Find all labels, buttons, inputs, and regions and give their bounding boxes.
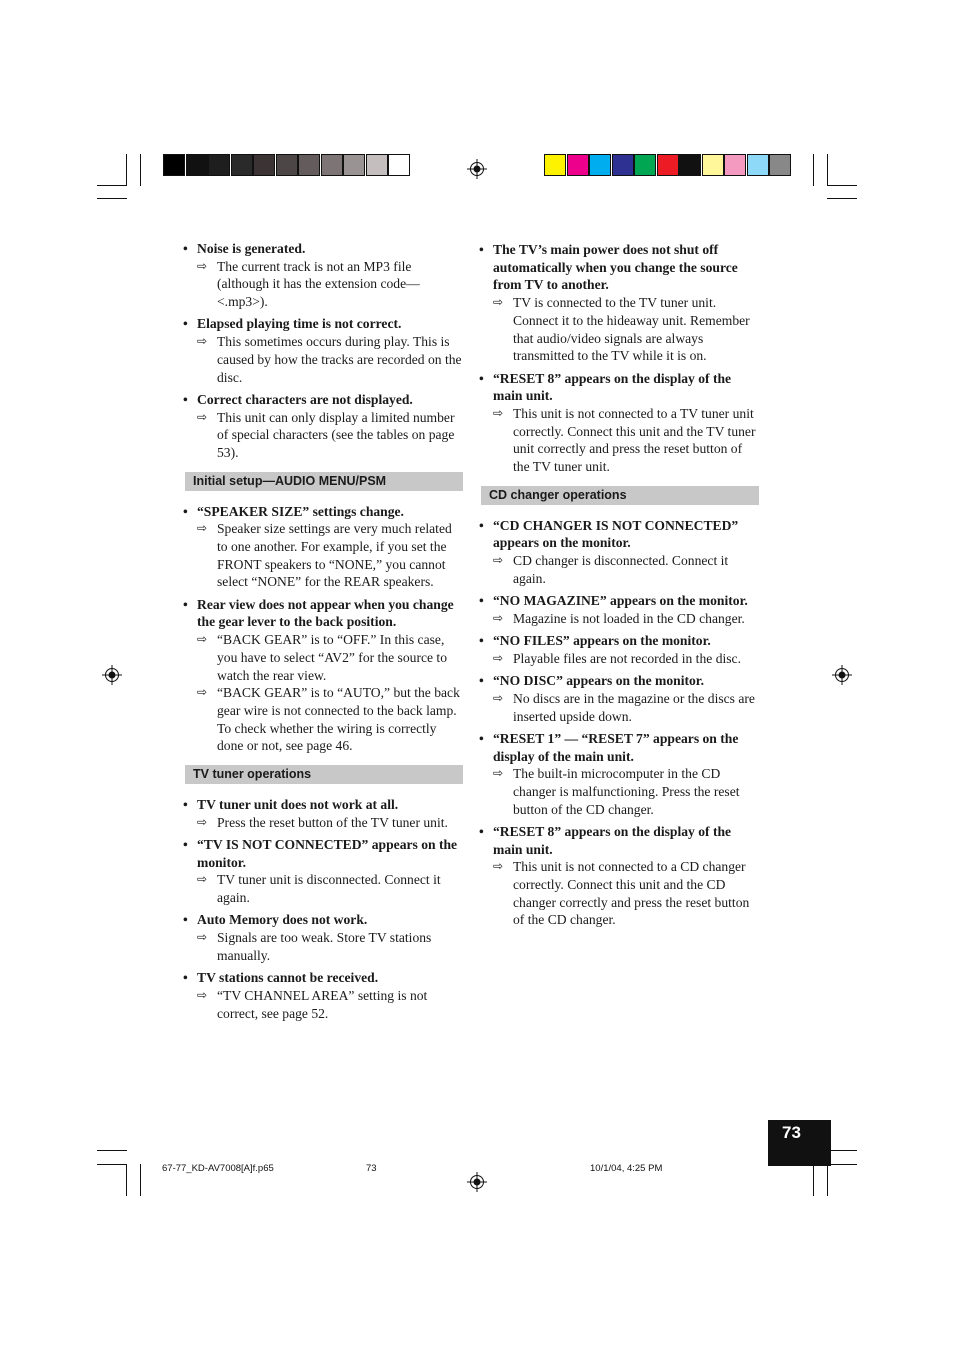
remedy-text: This unit is not connected to a CD changer correctly. Connect this unit and the CD changer correctly and press the reset button of the CD changer. [513,859,750,928]
symptom-heading: Rear view does not appear when you change the gear lever to the back position. [197,596,454,630]
section-heading: TV tuner operations [185,765,463,784]
troubleshooting-item [181,969,463,1022]
color-swatch [769,154,791,176]
arrow-right-icon: ⇨ [493,405,504,420]
remedy [493,552,759,587]
bullet-icon: • [183,970,188,986]
remedy [493,690,759,725]
remedy [197,520,463,591]
remedy [493,294,759,365]
symptom-heading: Auto Memory does not work. [197,912,368,928]
color-swatch [231,154,253,176]
color-swatch [298,154,320,176]
footer-date: 10/1/04, 4:25 PM [590,1163,663,1174]
bullet-icon: • [479,673,484,689]
arrow-right-icon: ⇨ [197,409,208,424]
color-swatch [208,154,230,176]
footer-filename: 67-77_KD-AV7008[A]f.p65 [162,1163,274,1174]
bullet-icon: • [183,912,188,928]
troubleshooting-list [181,796,463,1022]
remedy [197,258,463,311]
remedy-text: The built-in microcomputer in the CD changer is malfunctioning. Press the reset button of the CD changer. [513,766,740,817]
remedy [197,929,463,964]
troubleshooting-list [477,241,759,476]
remedy [197,631,463,684]
registration-mark-icon [467,159,487,179]
symptom-heading: “SPEAKER SIZE” settings change. [197,503,404,519]
color-swatch [343,154,365,176]
registration-mark-icon [832,665,852,685]
color-swatch [276,154,298,176]
troubleshooting-item [181,391,463,462]
arrow-right-icon: ⇨ [197,872,208,887]
symptom-heading: “TV IS NOT CONNECTED” appears on the monitor. [197,837,458,870]
symptom-heading: “CD CHANGER IS NOT CONNECTED” appears on the monitor. [493,517,739,551]
color-swatch [253,154,275,176]
remedy-text: Magazine is not loaded in the CD changer. [513,610,745,626]
color-swatch [321,154,343,176]
troubleshooting-item [181,240,463,311]
color-swatch [612,154,634,176]
troubleshooting-item [181,596,463,755]
symptom-heading: TV stations cannot be received. [197,970,379,986]
troubleshooting-item [477,672,759,725]
bullet-icon: • [479,593,484,609]
bullet-icon: • [479,633,484,649]
color-swatch [186,154,208,176]
remedy-text: Press the reset button of the TV tuner unit. [217,814,448,830]
arrow-right-icon: ⇨ [493,610,504,625]
arrow-right-icon: ⇨ [197,632,208,647]
arrow-right-icon: ⇨ [493,295,504,310]
troubleshooting-list [181,503,463,755]
remedy-text: “BACK GEAR” is to “OFF.” In this case, you have to select “AV2” for the source to watch the rear view. [217,632,448,683]
arrow-right-icon: ⇨ [493,859,504,874]
bullet-icon: • [183,837,188,853]
troubleshooting-item [477,823,759,929]
bullet-icon: • [183,316,188,332]
arrow-right-icon: ⇨ [197,930,208,945]
color-swatch [724,154,746,176]
arrow-right-icon: ⇨ [197,334,208,349]
symptom-heading: “RESET 8” appears on the display of the main unit. [493,370,732,404]
troubleshooting-item [181,796,463,831]
color-swatch [702,154,724,176]
arrow-right-icon: ⇨ [197,987,208,1002]
remedy [197,409,463,462]
remedy-text: This unit can only display a limited number of special characters (see the tables on page 53). [217,409,455,460]
symptom-heading: “NO DISC” appears on the monitor. [493,673,704,689]
remedy-text: The current track is not an MP3 file (although it has the extension code—<.mp3>). [217,258,420,310]
remedy-text: This sometimes occurs during play. This is caused by how the tracks are recorded on the disc. [217,334,462,385]
color-swatch [589,154,611,176]
arrow-right-icon: ⇨ [197,685,208,700]
symptom-heading: “RESET 8” appears on the display of the main unit. [493,823,732,857]
remedy [197,333,463,386]
remedy-text: CD changer is disconnected. Connect it again. [513,553,729,586]
bullet-icon: • [183,596,188,612]
remedy-text: Signals are too weak. Store TV stations manually. [217,930,432,963]
arrow-right-icon: ⇨ [493,690,504,705]
troubleshooting-item [477,241,759,365]
section-heading: Initial setup—AUDIO MENU/PSM [185,472,463,491]
color-swatch [163,154,185,176]
remedy-text: Playable files are not recorded in the disc. [513,650,741,666]
arrow-right-icon: ⇨ [493,766,504,781]
bullet-icon: • [479,242,484,257]
symptom-heading: “NO FILES” appears on the monitor. [493,633,711,649]
right-column [477,241,759,934]
remedy-text: This unit is not connected to a TV tuner unit correctly. Connect this unit and the TV tuner unit correctly and press the reset button of the TV tuner unit. [513,405,756,475]
remedy-text: TV is connected to the TV tuner unit. Connect it to the hideaway unit. Remember that audio/video signals are always transmitted to the TV while it is on. [513,295,750,364]
bullet-icon: • [183,391,188,407]
remedy-text: “BACK GEAR” is to “AUTO,” but the back gear wire is not connected to the back lamp. To check whether the wiring is correctly done or not, see page 46. [217,685,460,754]
section-heading: CD changer operations [481,486,759,505]
arrow-right-icon: ⇨ [197,258,208,273]
troubleshooting-item [181,911,463,964]
remedy-text: Speaker size settings are very much related to one another. For example, if you set the FRONT speakers to “NONE,” you cannot select “NONE” for the REAR speakers. [217,521,452,590]
troubleshooting-item [181,315,463,386]
bullet-icon: • [183,797,188,813]
color-swatch [634,154,656,176]
troubleshooting-list [477,517,759,929]
symptom-heading: Correct characters are not displayed. [197,391,413,407]
page-number: 73 [768,1120,831,1166]
arrow-right-icon: ⇨ [493,650,504,665]
color-swatch [366,154,388,176]
remedy-text: “TV CHANNEL AREA” setting is not correct, see page 52. [217,987,428,1021]
symptom-heading: “NO MAGAZINE” appears on the monitor. [493,593,748,609]
symptom-heading: The TV’s main power does not shut off automatically when you change the source from TV to another. [493,242,738,293]
symptom-heading: Elapsed playing time is not correct. [197,316,402,332]
troubleshooting-item [477,370,759,476]
symptom-heading: TV tuner unit does not work at all. [197,797,399,813]
footer-page: 73 [366,1163,377,1174]
registration-mark-icon [467,1172,487,1192]
troubleshooting-list [181,240,463,462]
remedy [197,987,463,1022]
remedy [197,684,463,755]
arrow-right-icon: ⇨ [197,521,208,536]
troubleshooting-item [477,730,759,819]
remedy [493,858,759,929]
troubleshooting-item [181,836,463,907]
symptom-heading: “RESET 1” — “RESET 7” appears on the display of the main unit. [493,730,739,764]
cmyk-color-bar [544,154,792,176]
remedy [493,610,759,628]
color-swatch [657,154,679,176]
remedy [493,765,759,818]
remedy [493,650,759,668]
color-swatch [679,154,701,176]
troubleshooting-item [477,632,759,667]
bullet-icon: • [479,517,484,533]
color-swatch [567,154,589,176]
bullet-icon: • [183,241,188,256]
registration-mark-icon [102,665,122,685]
arrow-right-icon: ⇨ [493,553,504,568]
bullet-icon: • [479,370,484,386]
color-swatch [544,154,566,176]
bullet-icon: • [479,823,484,839]
bullet-icon: • [479,730,484,746]
bullet-icon: • [183,503,188,519]
remedy-text: TV tuner unit is disconnected. Connect it again. [217,872,441,906]
arrow-right-icon: ⇨ [197,814,208,829]
symptom-heading: Noise is generated. [197,241,306,256]
color-swatch [388,154,410,176]
remedy [197,871,463,906]
troubleshooting-item [477,592,759,627]
troubleshooting-item [181,503,463,592]
remedy [493,405,759,476]
troubleshooting-item [477,517,759,588]
left-column [181,240,463,1027]
color-swatch [747,154,769,176]
remedy [197,814,463,832]
remedy-text: No discs are in the magazine or the discs are inserted upside down. [513,690,755,724]
grayscale-color-bar [163,154,411,176]
